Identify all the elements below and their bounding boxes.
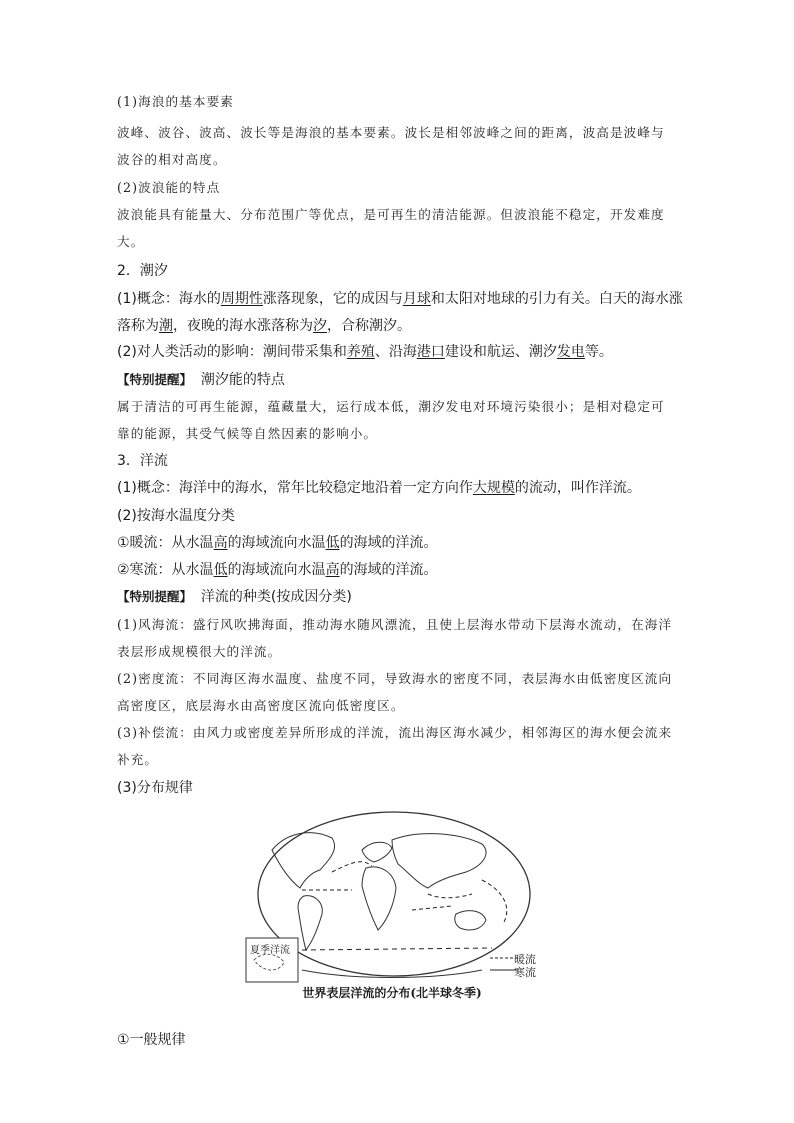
text: 落称为 bbox=[117, 318, 159, 334]
answer-blank: 潮 bbox=[159, 318, 173, 334]
legend-warm-label: 暖流 bbox=[514, 953, 536, 966]
tides-concept-line-1 bbox=[117, 289, 683, 309]
answer-blank: 低 bbox=[325, 535, 340, 551]
text: 涨落现象，它的成因与 bbox=[262, 291, 403, 307]
text: 的海域的洋流。 bbox=[339, 562, 438, 578]
cold-current-line bbox=[117, 560, 438, 580]
text: ②寒流：从水温 bbox=[117, 562, 214, 578]
distribution-heading: (3)分布规律 bbox=[117, 780, 193, 796]
wave-energy-text-2: 大。 bbox=[117, 234, 145, 249]
wave-elements-heading: (1)海浪的基本要素 bbox=[117, 94, 234, 109]
text: 建设和航运、潮汐 bbox=[444, 344, 557, 360]
text: (1)概念：海水的 bbox=[117, 291, 221, 307]
text: 的海域流向水温 bbox=[227, 535, 326, 551]
text: 、沿海 bbox=[374, 344, 417, 360]
text: (1)概念：海洋中的海水，常年比较稳定地沿着一定方向作 bbox=[117, 480, 473, 496]
currents-temp-heading: (2)按海水温度分类 bbox=[117, 508, 235, 524]
compensation-current-text-2: 补充。 bbox=[117, 752, 159, 767]
currents-heading: 3．洋流 bbox=[117, 453, 168, 469]
answer-blank: 周期性 bbox=[220, 291, 263, 307]
density-current-text-1: (2)密度流：不同海区海水温度、盐度不同，导致海水的密度不同，表层海水由低密度区流向 bbox=[117, 671, 673, 686]
wind-current-text-1: (1)风海流：盛行风吹拂海面，推动海水随风漂流，且使上层海水带动下层海水流动，在海洋 bbox=[117, 617, 673, 632]
text: 的海域的洋流。 bbox=[339, 535, 438, 551]
density-current-text-2: 高密度区，底层海水由高密度区流向低密度区。 bbox=[117, 698, 405, 713]
answer-blank: 高 bbox=[325, 562, 340, 578]
text: 和太阳对地球的引力有关。白天的海水涨 bbox=[430, 291, 683, 307]
wind-current-text-2: 表层形成规模很大的洋流。 bbox=[117, 644, 282, 659]
wave-elements-text-1: 波峰、波谷、波高、波长等是海浪的基本要素。波长是相邻波峰之间的距离，波高是波峰与 bbox=[117, 125, 665, 140]
text: 等。 bbox=[584, 344, 613, 360]
currents-tip-header bbox=[117, 587, 352, 607]
tides-tip-text-2: 靠的能源，其受气候等自然因素的影响小。 bbox=[117, 426, 378, 441]
general-rule-heading: ①一般规律 bbox=[117, 1032, 186, 1048]
tides-impact-line bbox=[117, 342, 613, 362]
wave-energy-text-1: 波浪能具有能量大、分布范围广等优点，是可再生的清洁能源。但波浪能不稳定，开发难度 bbox=[117, 207, 665, 222]
tides-tip-text-1: 属于清洁的可再生能源，蕴藏量大，运行成本低，潮汐发电对环境污染很小；是相对稳定可 bbox=[117, 399, 665, 414]
text: 的海域流向水温 bbox=[227, 562, 326, 578]
text: ，合称潮汐。 bbox=[327, 318, 411, 334]
answer-blank: 港口 bbox=[416, 344, 445, 360]
figure-caption: 世界表层洋流的分布(北半球冬季) bbox=[302, 986, 482, 1000]
tip-title: 潮汐能的特点 bbox=[200, 372, 285, 388]
ocean-currents-figure bbox=[242, 810, 542, 1000]
text: (2)对人类活动的影响：潮间带采集和 bbox=[117, 344, 347, 360]
answer-blank: 大规模 bbox=[472, 480, 515, 496]
text: ，夜晚的海水涨落称为 bbox=[173, 318, 313, 334]
answer-blank: 汐 bbox=[313, 318, 327, 334]
inset-label: 夏季洋流 bbox=[250, 945, 290, 956]
answer-blank: 发电 bbox=[556, 344, 585, 360]
answer-blank: 高 bbox=[213, 535, 228, 551]
tides-tip-header bbox=[117, 370, 285, 390]
map-outline bbox=[258, 812, 530, 976]
warm-current-line bbox=[117, 533, 438, 553]
tides-heading: 2．潮汐 bbox=[117, 263, 168, 279]
answer-blank: 养殖 bbox=[346, 344, 375, 360]
world-map-illustration bbox=[242, 810, 542, 985]
tides-concept-line-2 bbox=[117, 316, 411, 336]
tip-label: 【特别提醒】 bbox=[117, 372, 193, 387]
currents-concept-line bbox=[117, 478, 641, 498]
answer-blank: 低 bbox=[213, 562, 228, 578]
tip-title: 洋流的种类(按成因分类) bbox=[200, 589, 352, 605]
text: 的流动，叫作洋流。 bbox=[514, 480, 641, 496]
legend-cold-label: 寒流 bbox=[514, 966, 536, 979]
compensation-current-text-1: (3)补偿流：由风力或密度差异所形成的洋流，流出海区海水减少，相邻海区的海水便会流来 bbox=[117, 725, 673, 740]
text: ①暖流：从水温 bbox=[117, 535, 214, 551]
answer-blank: 月球 bbox=[402, 291, 431, 307]
tip-label: 【特别提醒】 bbox=[117, 589, 193, 604]
wave-energy-heading: (2)波浪能的特点 bbox=[117, 180, 221, 195]
wave-elements-text-2: 波谷的相对高度。 bbox=[117, 152, 227, 167]
